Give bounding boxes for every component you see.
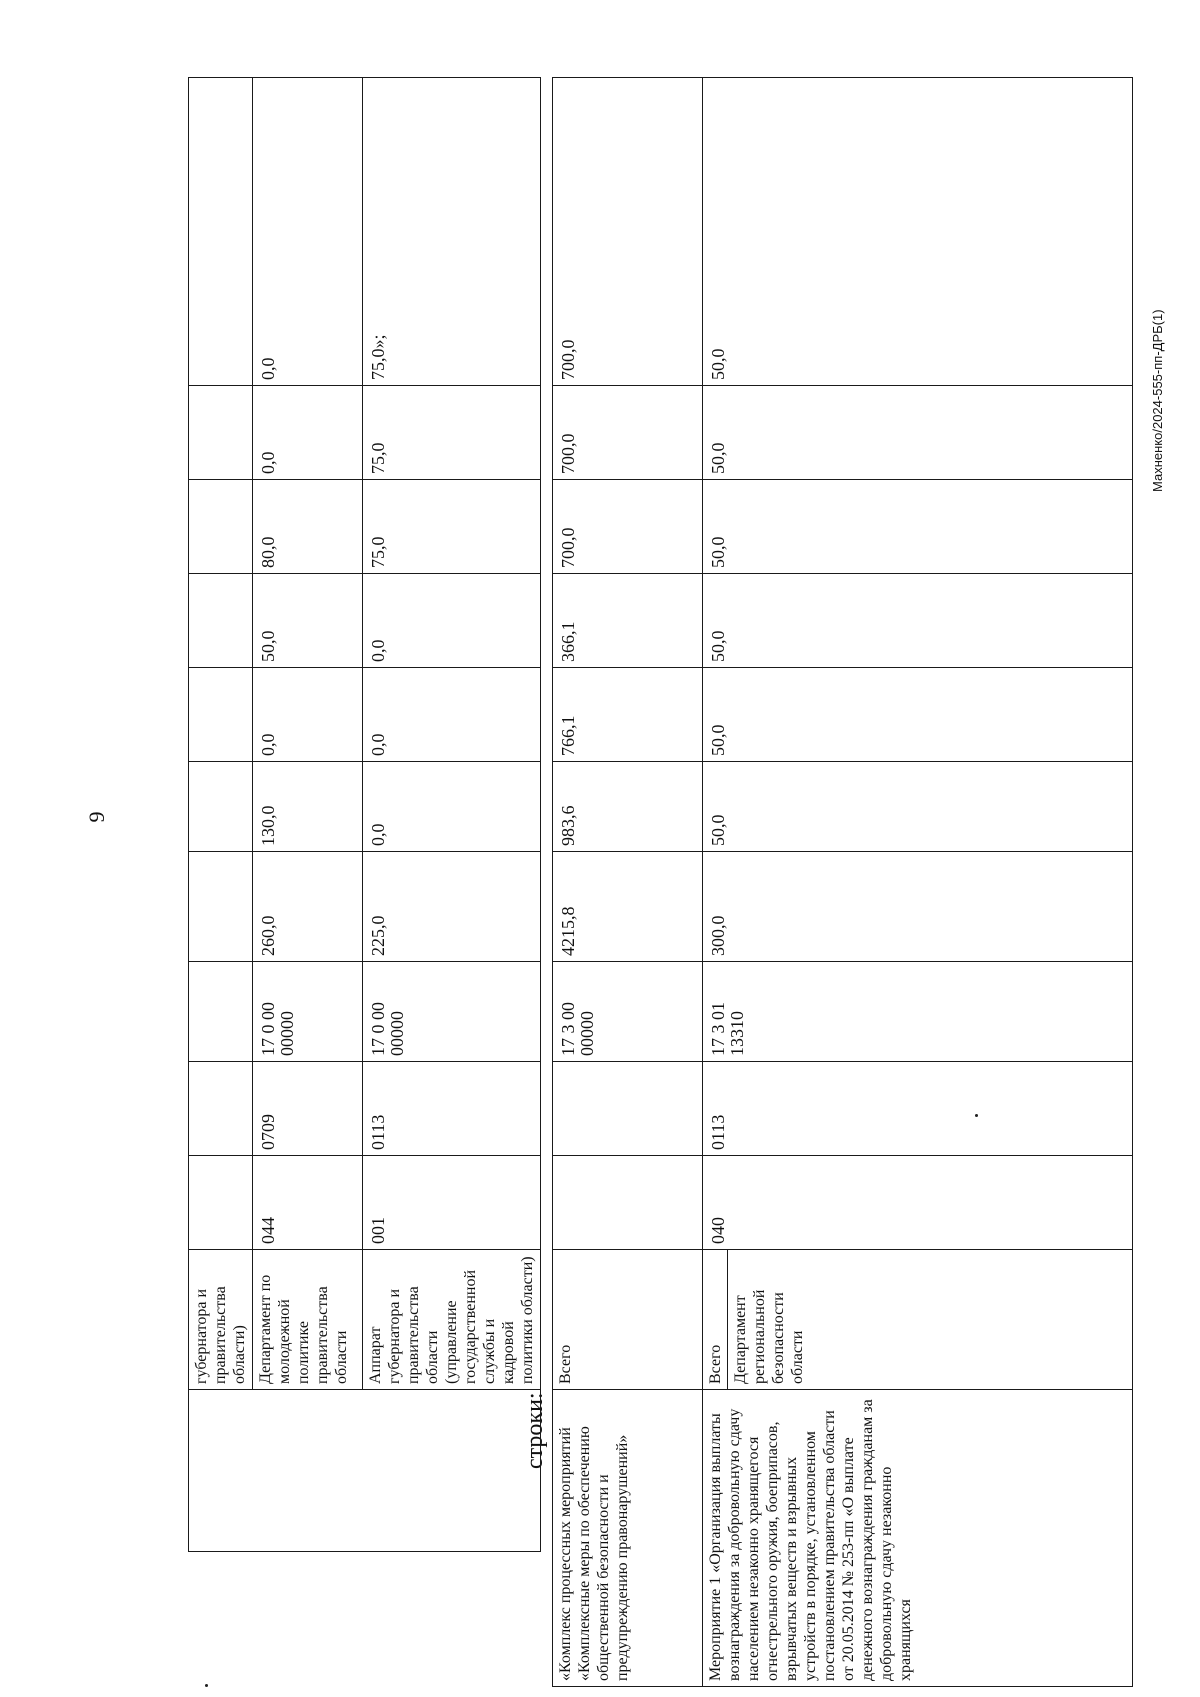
scan-speck (205, 1684, 208, 1687)
page-number: 9 (84, 811, 109, 823)
value-cell: 50,0 (703, 386, 1133, 480)
table-row (189, 78, 253, 1552)
value-cell: 366,1 (553, 574, 703, 668)
table-row (363, 78, 541, 1552)
value-cell: 130,0 (253, 762, 363, 852)
org-name: Департамент региональной безопасности области (727, 1250, 810, 1389)
value-cell: 766,1 (553, 668, 703, 762)
value-cell (189, 78, 253, 386)
section-heading: строки: (522, 1392, 548, 1469)
value-cell (189, 480, 253, 574)
value-cell: 225,0 (363, 852, 541, 962)
value-cell: 50,0 (253, 574, 363, 668)
org-cell: Аппарат губернатора и правительства области (управление государственной службы и кадровой политики области) (363, 1250, 541, 1390)
value-cell: 260,0 (253, 852, 363, 962)
value-cell: 50,0 (703, 480, 1133, 574)
table-row (553, 78, 703, 1687)
value-cell: 50,0 (703, 78, 1133, 386)
document-footer: Махненко/2024-555-пп-ДРБ(1) (1150, 309, 1165, 492)
value-cell: 75,0 (363, 386, 541, 480)
program-name-cell (189, 1390, 541, 1552)
value-cell: 983,6 (553, 762, 703, 852)
program-name-cell: Мероприятие 1 «Организация выплаты вознаграждения за добровольную сдачу населением незаконно хранящегося огнестрельного оружия, боеприпасов, взрывчатых веществ и взрывных устройств в порядке, установленном постановлением правительства области от 20.05.2014 № 253-пп «О выплате денежного вознаграждения гражданам за добровольную сдачу незаконно хранящихся (703, 1390, 1133, 1687)
value-cell: 0,0 (253, 78, 363, 386)
rz-cell: 0709 (253, 1062, 363, 1156)
rz-cell: 0113 (703, 1062, 1133, 1156)
csr-cell: 17 0 00 00000 (253, 962, 363, 1062)
value-cell (189, 574, 253, 668)
csr-cell (189, 962, 253, 1062)
value-cell: 0,0 (363, 574, 541, 668)
csr-cell: 17 3 01 13310 (703, 962, 1133, 1062)
value-cell: 75,0»; (363, 78, 541, 386)
value-cell (189, 762, 253, 852)
budget-table-continued (188, 77, 541, 1552)
value-cell: 700,0 (553, 480, 703, 574)
value-cell: 300,0 (703, 852, 1133, 962)
value-cell: 50,0 (703, 574, 1133, 668)
grbs-cell: 001 (363, 1156, 541, 1250)
value-cell: 700,0 (553, 78, 703, 386)
value-cell: 75,0 (363, 480, 541, 574)
org-cell: Департамент по молодежной политике правительства области (253, 1250, 363, 1390)
program-name-cell: «Комплекс процессных мероприятий «Комплексные меры по обеспечению общественной безопасности и предупреждению правонарушений» (553, 1390, 703, 1687)
grbs-cell (189, 1156, 253, 1250)
value-cell: 700,0 (553, 386, 703, 480)
table-row (253, 78, 363, 1552)
value-cell: 50,0 (703, 762, 1133, 852)
grbs-cell: 040 (703, 1156, 1133, 1250)
value-cell: 80,0 (253, 480, 363, 574)
value-cell (189, 386, 253, 480)
scan-speck (975, 1114, 978, 1117)
org-stack (703, 1250, 810, 1389)
value-cell: 4215,8 (553, 852, 703, 962)
csr-cell: 17 0 00 00000 (363, 962, 541, 1062)
org-cell: Всего (553, 1250, 703, 1390)
value-cell: 0,0 (253, 668, 363, 762)
budget-table-new-rows (552, 77, 1133, 1687)
rz-cell (553, 1062, 703, 1156)
value-cell: 50,0 (703, 668, 1133, 762)
org-cell (703, 1250, 1133, 1390)
value-cell: 0,0 (363, 762, 541, 852)
value-cell: 0,0 (253, 386, 363, 480)
table-row (703, 78, 1133, 1687)
org-cell: губернатора и правительства области) (189, 1250, 253, 1390)
value-cell (189, 668, 253, 762)
value-cell: 0,0 (363, 668, 541, 762)
rz-cell (189, 1062, 253, 1156)
rz-cell: 0113 (363, 1062, 541, 1156)
grbs-cell (553, 1156, 703, 1250)
org-total-label: Всего (707, 1344, 724, 1384)
value-cell (189, 852, 253, 962)
grbs-cell: 044 (253, 1156, 363, 1250)
csr-cell: 17 3 00 00000 (553, 962, 703, 1062)
